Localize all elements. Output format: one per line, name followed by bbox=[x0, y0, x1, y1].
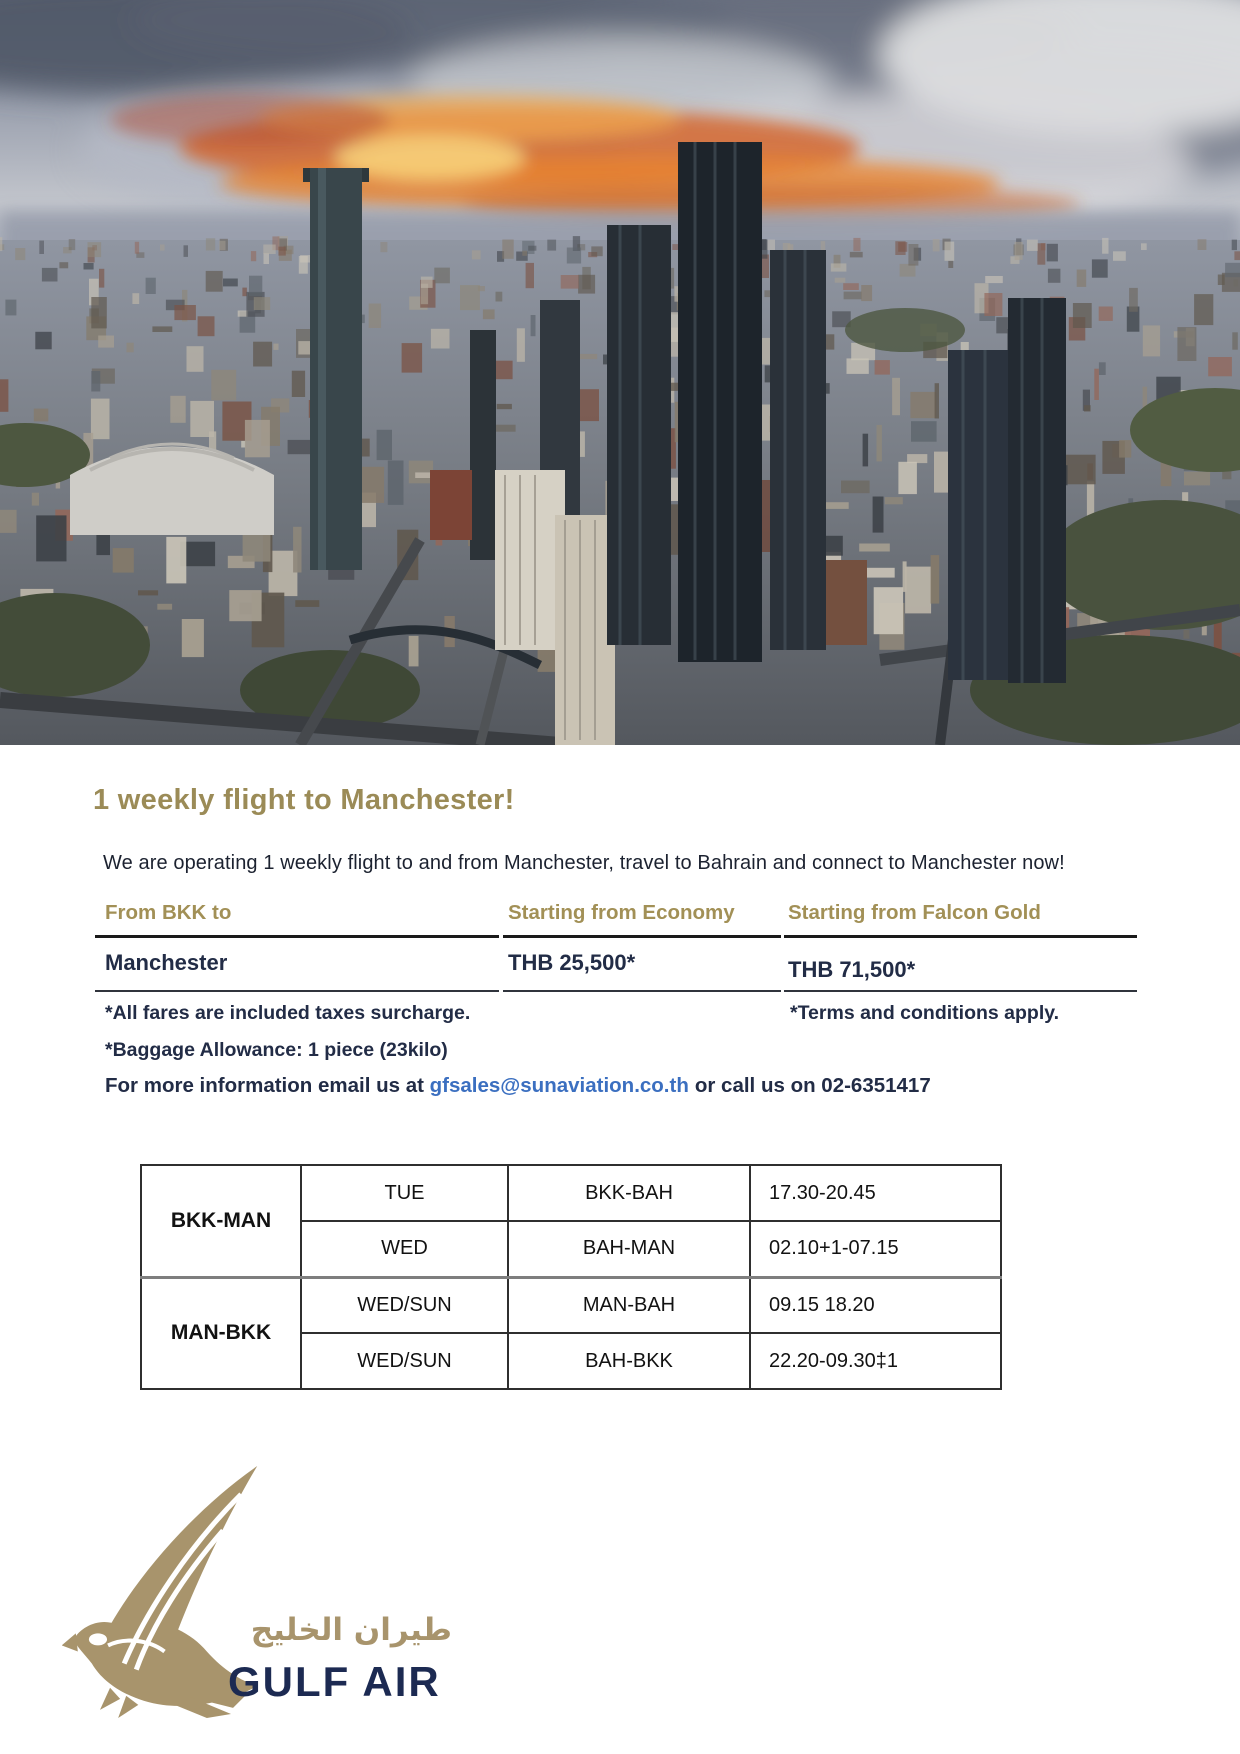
fare-falcon-gold-price: THB 71,500* bbox=[788, 957, 916, 982]
fare-bottom-rule bbox=[95, 990, 499, 992]
gulf-air-arabic-name: طيران الخليج bbox=[250, 1612, 452, 1648]
day-cell: WED/SUN bbox=[301, 1277, 508, 1333]
day-cell: TUE bbox=[301, 1165, 508, 1221]
time-cell: 02.10+1-07.15 bbox=[750, 1221, 1001, 1277]
email-link[interactable]: gfsales@sunaviation.co.th bbox=[429, 1074, 689, 1097]
sector-cell: BAH-BKK bbox=[508, 1333, 750, 1389]
intro-text: We are operating 1 weekly flight to and from Manchester, travel to Bahrain and connect to Manchester now! bbox=[103, 852, 1065, 874]
sector-cell: MAN-BAH bbox=[508, 1277, 750, 1333]
fare-header-rule bbox=[95, 935, 499, 938]
fare-col-economy: Starting from Economy bbox=[508, 901, 735, 924]
note-baggage: *Baggage Allowance: 1 piece (23kilo) bbox=[105, 1039, 448, 1061]
time-cell: 22.20-09.30‡1 bbox=[750, 1333, 1001, 1389]
day-cell: WED bbox=[301, 1221, 508, 1277]
contact-suffix: or call us on 02-6351417 bbox=[694, 1074, 931, 1097]
contact-line bbox=[105, 1074, 931, 1098]
group-label: BKK-MAN bbox=[141, 1165, 301, 1277]
fare-economy-price: THB 25,500* bbox=[508, 950, 636, 975]
sector-cell: BKK-BAH bbox=[508, 1165, 750, 1221]
fare-col-from: From BKK to bbox=[105, 901, 232, 924]
table-row bbox=[141, 1165, 1001, 1221]
time-cell: 09.15 18.20 bbox=[750, 1277, 1001, 1333]
schedule-table bbox=[140, 1164, 1002, 1390]
table-row bbox=[141, 1277, 1001, 1333]
manchester-aerial-photo bbox=[0, 0, 1240, 745]
day-cell: WED/SUN bbox=[301, 1333, 508, 1389]
page-title: 1 weekly flight to Manchester! bbox=[93, 784, 515, 816]
gulf-air-wordmark: GULF AIR bbox=[228, 1658, 441, 1705]
fare-col-falcon-gold: Starting from Falcon Gold bbox=[788, 901, 1041, 924]
fare-route: Manchester bbox=[105, 950, 228, 975]
sector-cell: BAH-MAN bbox=[508, 1221, 750, 1277]
contact-prefix: For more information email us at bbox=[105, 1074, 430, 1097]
time-cell: 17.30-20.45 bbox=[750, 1165, 1001, 1221]
group-label: MAN-BKK bbox=[141, 1277, 301, 1389]
note-taxes: *All fares are included taxes surcharge. bbox=[105, 1002, 471, 1024]
note-terms: *Terms and conditions apply. bbox=[790, 1002, 1060, 1024]
